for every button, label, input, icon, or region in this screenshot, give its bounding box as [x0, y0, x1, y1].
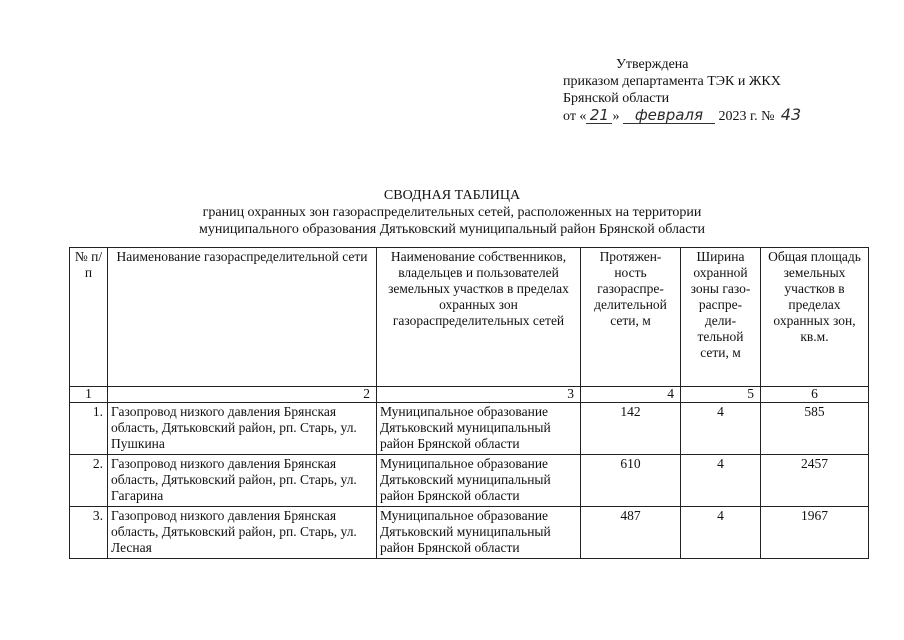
header-length: Протяжен-ность газораспре-делительной сети, м — [581, 248, 681, 387]
header-number: № п/п — [70, 248, 108, 387]
column-number: 4 — [581, 387, 681, 403]
table-row — [70, 455, 869, 507]
approval-close-quote: » — [612, 109, 620, 124]
row-owner: Муниципальное образование Дятьковский муниципальный район Брянской области — [377, 403, 581, 455]
row-area: 1967 — [761, 507, 869, 559]
row-area: 585 — [761, 403, 869, 455]
table-header-row — [70, 248, 869, 387]
column-number: 3 — [377, 387, 581, 403]
row-owner: Муниципальное образование Дятьковский муниципальный район Брянской области — [377, 507, 581, 559]
row-network-name: Газопровод низкого давления Брянская область, Дятьковский район, рп. Старь, ул. Пушкина — [108, 403, 377, 455]
row-network-name: Газопровод низкого давления Брянская область, Дятьковский район, рп. Старь, ул. Лесная — [108, 507, 377, 559]
row-number: 3. — [70, 507, 108, 559]
row-zone-width: 4 — [681, 455, 761, 507]
column-number: 2 — [108, 387, 377, 403]
row-length: 142 — [581, 403, 681, 455]
approval-region-line: Брянской области — [563, 91, 670, 106]
row-length: 487 — [581, 507, 681, 559]
handwritten-day: 21 — [586, 108, 612, 124]
header-network-name: Наименование газораспределительной сети — [108, 248, 377, 387]
row-number: 1. — [70, 403, 108, 455]
column-number-row — [70, 387, 869, 403]
approval-year: 2023 г. № — [718, 109, 775, 124]
approval-order-line: приказом департамента ТЭК и ЖКХ — [563, 74, 781, 89]
row-area: 2457 — [761, 455, 869, 507]
table-row — [70, 403, 869, 455]
handwritten-month: февраля — [623, 108, 715, 124]
row-number: 2. — [70, 455, 108, 507]
row-network-name: Газопровод низкого давления Брянская область, Дятьковский район, рп. Старь, ул. Гагарина — [108, 455, 377, 507]
document-title-block — [0, 187, 904, 238]
handwritten-order-number: 43 — [780, 105, 802, 124]
summary-table — [69, 247, 869, 559]
header-total-area: Общая площадь земельных участков в пределах охранных зон, кв.м. — [761, 248, 869, 387]
row-owner: Муниципальное образование Дятьковский муниципальный район Брянской области — [377, 455, 581, 507]
column-number: 5 — [681, 387, 761, 403]
column-number: 1 — [70, 387, 108, 403]
header-zone-width: Ширина охранной зоны газо-распре-дели-тельной сети, м — [681, 248, 761, 387]
document-title: СВОДНАЯ ТАБЛИЦА — [383, 188, 521, 203]
table-row — [70, 507, 869, 559]
row-zone-width: 4 — [681, 403, 761, 455]
document-subtitle-line-1: границ охранных зон газораспределительных сетей, расположенных на территории — [202, 205, 702, 220]
column-number: 6 — [761, 387, 869, 403]
approval-heading: Утверждена — [616, 57, 689, 72]
approval-from-label: от « — [563, 109, 587, 124]
approval-block — [563, 56, 804, 125]
approval-date-line — [563, 107, 804, 125]
row-length: 610 — [581, 455, 681, 507]
header-owners: Наименование собственников, владельцев и пользователей земельных участков в пределах охранных зон газораспределительных сетей — [377, 248, 581, 387]
document-subtitle-line-2: муниципального образования Дятьковский муниципальный район Брянской области — [198, 222, 706, 237]
row-zone-width: 4 — [681, 507, 761, 559]
